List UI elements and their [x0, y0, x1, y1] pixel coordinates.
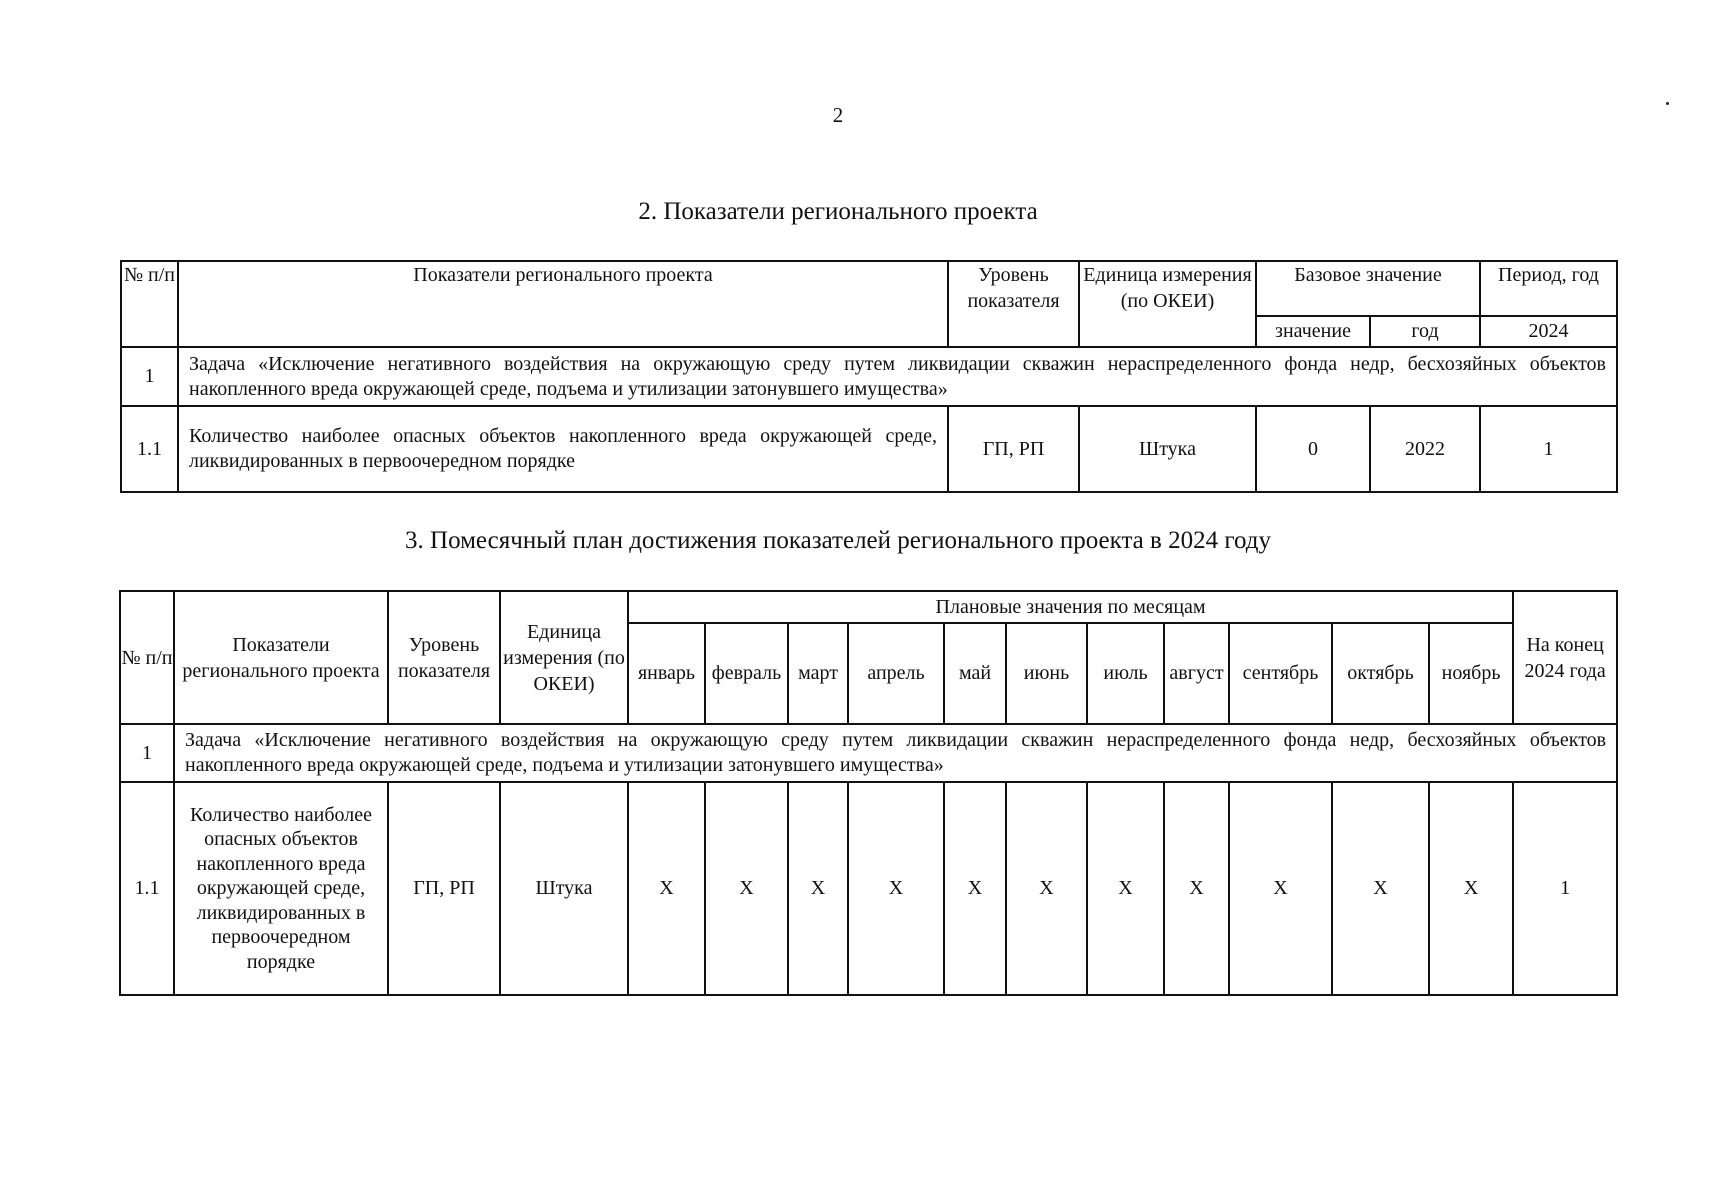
indicator-period-value: 1: [1480, 406, 1617, 492]
header-unit: Единица измерения (по ОКЕИ): [500, 591, 628, 724]
indicator-num: 1.1: [121, 406, 178, 492]
header-month: октябрь: [1332, 623, 1429, 724]
header-month: август: [1164, 623, 1229, 724]
header-month: ноябрь: [1429, 623, 1513, 724]
header-num: № п/п: [121, 261, 178, 347]
header-month: июнь: [1006, 623, 1087, 724]
header-month: апрель: [848, 623, 944, 724]
indicator-unit: Штука: [500, 782, 628, 995]
month-value: X: [1164, 782, 1229, 995]
month-value: X: [788, 782, 848, 995]
month-value: X: [1429, 782, 1513, 995]
header-month: сентябрь: [1229, 623, 1332, 724]
task-row: [121, 347, 1617, 406]
indicator-row: [120, 782, 1617, 995]
month-value: X: [1087, 782, 1164, 995]
task-text: Задача «Исключение негативного воздействия на окружающую среду путем ликвидации скважин нераспределенного фонда недр, бесхозяйных объектов накопленного вреда окружающей среде, подъема и утилизации затонувшего имущества»: [174, 724, 1617, 782]
indicator-name: Количество наиболее опасных объектов накопленного вреда окружающей среде, ликвидированных в первоочередном порядке: [178, 406, 948, 492]
header-level: Уровень показателя: [948, 261, 1079, 347]
header-base-year: год: [1370, 316, 1480, 347]
header-month: февраль: [705, 623, 788, 724]
indicator-unit: Штука: [1079, 406, 1256, 492]
section-2-title: 2. Показатели регионального проекта: [638, 198, 1038, 225]
header-base: Базовое значение: [1256, 261, 1480, 316]
header-indicators: Показатели регионального проекта: [174, 591, 388, 724]
month-value: X: [705, 782, 788, 995]
end-of-year-value: 1: [1513, 782, 1617, 995]
monthly-plan-table: [119, 590, 1618, 996]
header-month: июль: [1087, 623, 1164, 724]
indicator-base-value: 0: [1256, 406, 1370, 492]
page-number: 2: [832, 103, 844, 127]
month-value: X: [1006, 782, 1087, 995]
indicator-row: [121, 406, 1617, 492]
indicator-level: ГП, РП: [948, 406, 1079, 492]
task-row: [120, 724, 1617, 782]
task-text: Задача «Исключение негативного воздействия на окружающую среду путем ликвидации скважин нераспределенного фонда недр, бесхозяйных объектов накопленного вреда окружающей среде, подъема и утилизации затонувшего имущества»: [178, 347, 1617, 406]
task-num: 1: [120, 724, 174, 782]
month-value: X: [1332, 782, 1429, 995]
indicator-level: ГП, РП: [388, 782, 500, 995]
month-value: X: [848, 782, 944, 995]
header-month: март: [788, 623, 848, 724]
header-num: № п/п: [120, 591, 174, 724]
month-value: X: [1229, 782, 1332, 995]
month-value: X: [628, 782, 705, 995]
month-value: X: [944, 782, 1006, 995]
header-indicators: Показатели регионального проекта: [178, 261, 948, 347]
indicator-name: Количество наиболее опасных объектов накопленного вреда окружающей среде, ликвидированных в первоочередном порядке: [174, 782, 388, 995]
header-unit: Единица измерения (по ОКЕИ): [1079, 261, 1256, 347]
header-level: Уровень показателя: [388, 591, 500, 724]
scan-dot: [1666, 102, 1669, 105]
header-month: январь: [628, 623, 705, 724]
header-period-year: 2024: [1480, 316, 1617, 347]
indicators-table: [120, 260, 1618, 493]
indicator-num: 1.1: [120, 782, 174, 995]
header-base-value: значение: [1256, 316, 1370, 347]
section-3-title: 3. Помесячный план достижения показателей регионального проекта в 2024 году: [405, 527, 1271, 554]
header-period: Период, год: [1480, 261, 1617, 316]
task-num: 1: [121, 347, 178, 406]
header-end-of-year: На конец 2024 года: [1513, 591, 1617, 724]
indicator-base-year: 2022: [1370, 406, 1480, 492]
header-planned-values: Плановые значения по месяцам: [628, 591, 1513, 623]
header-month: май: [944, 623, 1006, 724]
